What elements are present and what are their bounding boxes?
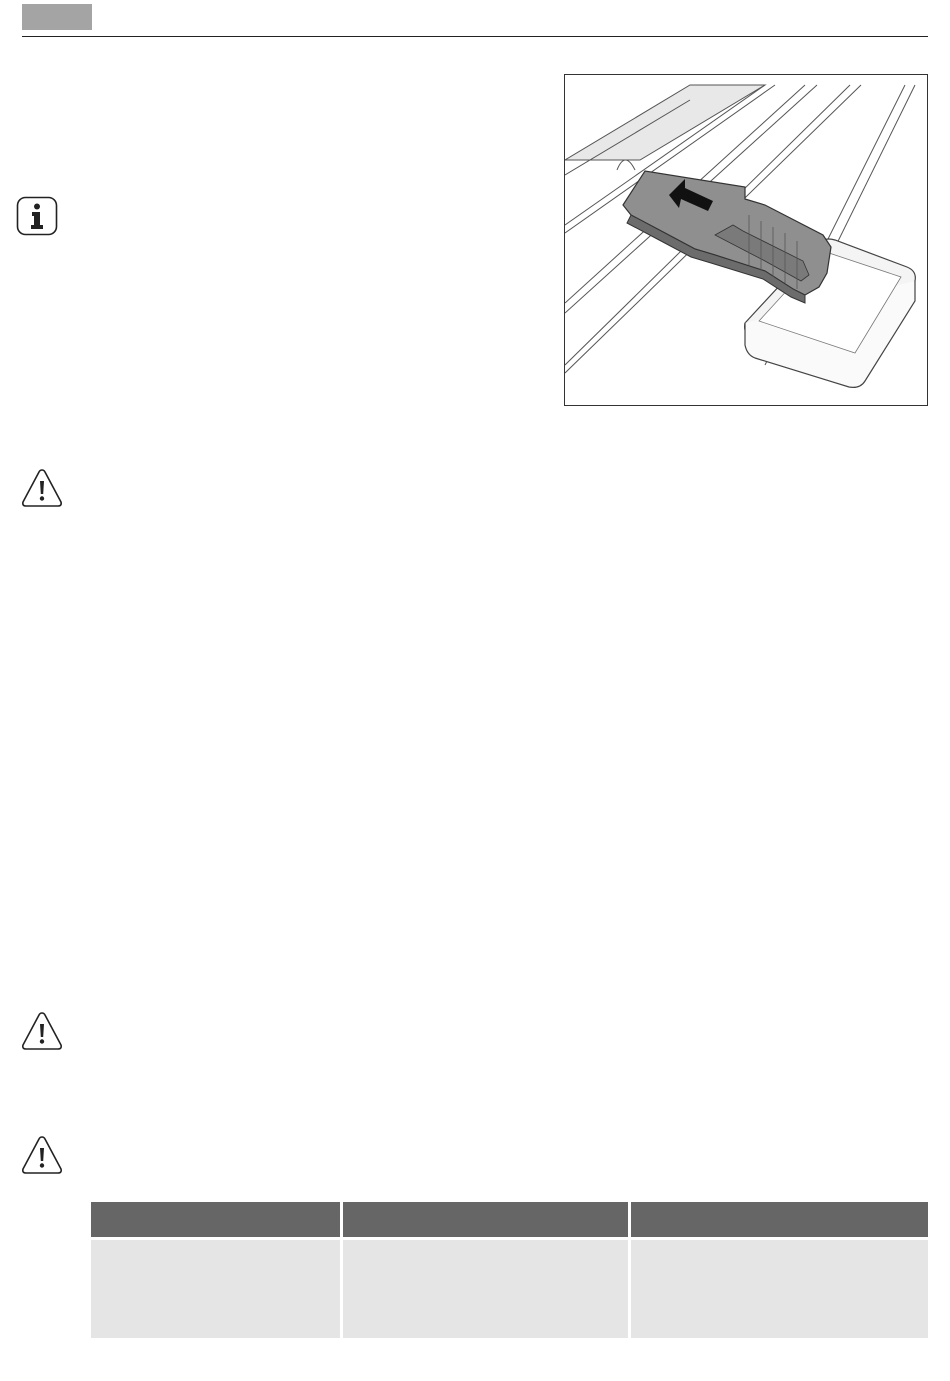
warning-icon xyxy=(20,467,64,509)
warning-icon xyxy=(20,1134,64,1176)
header-rule xyxy=(22,36,928,37)
table-row xyxy=(91,1239,928,1339)
table-cell xyxy=(91,1239,341,1339)
warning-icon xyxy=(20,1010,64,1052)
table-header-row xyxy=(91,1202,928,1239)
ice-tray-removal-illustration xyxy=(564,74,928,406)
table-cell xyxy=(341,1239,629,1339)
header-tab xyxy=(22,4,92,30)
table-cell xyxy=(629,1239,928,1339)
table-header-cell xyxy=(91,1202,341,1239)
table-header-cell xyxy=(629,1202,928,1239)
troubleshooting-table xyxy=(91,1202,928,1338)
info-icon xyxy=(16,196,58,236)
table-header-cell xyxy=(341,1202,629,1239)
